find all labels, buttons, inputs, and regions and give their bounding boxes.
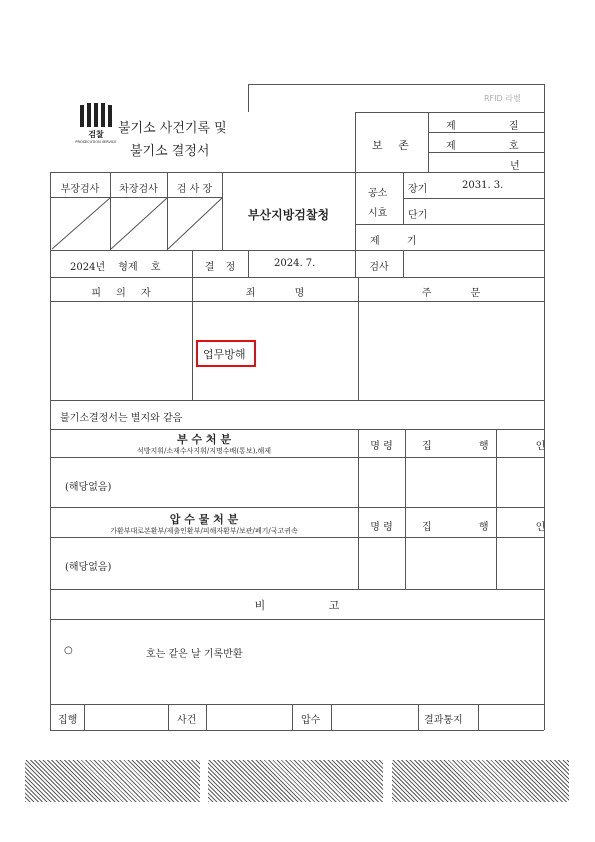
decision-label: 결 정 <box>204 262 236 273</box>
logo-subtitle: PROSECUTION SERVICE <box>75 140 117 144</box>
prosecution-logo <box>74 103 118 147</box>
charge-highlight-box <box>196 340 256 367</box>
incidental-name-seal: 명 령 <box>370 441 393 452</box>
seizure-value: (해당없음) <box>65 562 112 573</box>
footer-execution: 집행 <box>58 715 78 726</box>
seizure-name-seal: 명 령 <box>370 522 393 533</box>
charge-header: 죄 명 <box>245 288 305 299</box>
rfid-label: RFID 라벨 <box>484 94 521 103</box>
redacted-barcode-left <box>25 760 200 802</box>
seizure-subtitle: 가환부대로본환부/제출인환부/피해자환부/보관/폐기/국고귀속 <box>110 527 298 535</box>
prescription-label-2: 시효 <box>368 208 388 219</box>
disposition-header: 주 문 <box>421 288 481 299</box>
footer-case: 사건 <box>177 715 197 726</box>
document-title-line1: 불기소 사건기록 및 <box>118 121 227 136</box>
remarks-bullet: ○ <box>64 645 73 656</box>
preservation-row1: 제 질 <box>446 121 519 132</box>
decision-date: 2024. 7. <box>274 258 316 269</box>
preservation-label: 보 존 <box>372 139 409 152</box>
preservation-row2: 제 호 <box>446 141 519 152</box>
case-number: 2024년 형제 호 <box>70 262 161 273</box>
redacted-barcode-right <box>392 760 569 802</box>
prosecutor-label: 검사 <box>369 262 389 273</box>
incidental-subtitle: 석방지휘/소재수사지휘/지명수배(통보),해제 <box>136 447 272 455</box>
document-title-line2: 불기소 결정서 <box>130 144 210 159</box>
remarks-text: 호는 같은 날 기록반환 <box>146 649 243 660</box>
approval-head-col3: 검 사 장 <box>176 184 213 195</box>
prescription-long-label: 장기 <box>408 184 428 195</box>
redacted-barcode-middle <box>208 760 383 802</box>
suspect-header: 피 의 자 <box>91 288 151 299</box>
approval-signature-slashes <box>50 197 222 250</box>
prescription-label-1: 공소 <box>368 188 388 199</box>
approval-head-col1: 부장검사 <box>60 184 100 195</box>
approval-head-col2: 차장검사 <box>119 184 158 195</box>
decision-note: 불기소결정서는 별지와 같음 <box>60 413 183 424</box>
preservation-row3: 년 <box>510 161 520 172</box>
logo-text: 검찰 <box>88 130 104 139</box>
charge-value: 업무방해 <box>203 348 246 361</box>
incidental-value: (해당없음) <box>65 482 112 493</box>
prescription-long-value: 2031. 3. <box>462 180 504 191</box>
footer-seizure: 압수 <box>301 715 321 726</box>
prosecutors-office: 부산지방검찰청 <box>247 208 330 222</box>
prescription-exclude-label: 제 기 <box>370 236 417 247</box>
seizure-title: 압 수 물 처 분 <box>169 513 239 526</box>
remarks-title: 비 고 <box>254 599 340 612</box>
seizure-execution: 집 행 인 <box>422 522 546 533</box>
incidental-title: 부 수 처 분 <box>177 433 231 446</box>
footer-result: 결과통지 <box>424 715 463 726</box>
incidental-execution: 집 행 인 <box>422 441 546 452</box>
prescription-short-label: 단기 <box>408 210 428 221</box>
